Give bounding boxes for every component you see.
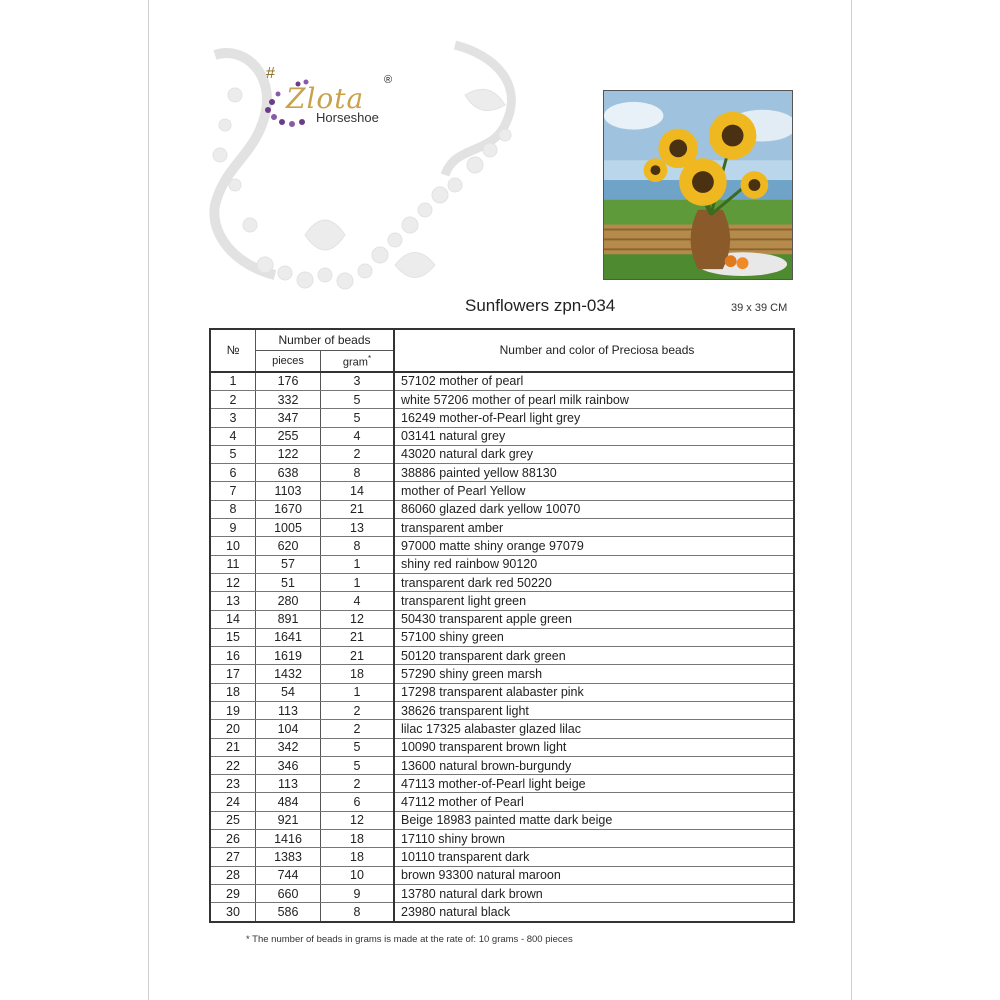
table-row bbox=[210, 683, 794, 701]
row-gram: 14 bbox=[321, 482, 395, 500]
row-color: 50430 transparent apple green bbox=[394, 610, 794, 628]
row-pieces: 54 bbox=[256, 683, 321, 701]
row-gram: 18 bbox=[321, 665, 395, 683]
beads-table bbox=[209, 328, 795, 923]
table-row bbox=[210, 500, 794, 518]
row-number: 22 bbox=[210, 756, 256, 774]
row-gram: 6 bbox=[321, 793, 395, 811]
row-pieces: 1383 bbox=[256, 848, 321, 866]
table-row bbox=[210, 555, 794, 573]
brand-name: Zlota bbox=[286, 82, 365, 115]
table-row bbox=[210, 537, 794, 555]
row-color: 38886 painted yellow 88130 bbox=[394, 464, 794, 482]
row-gram: 21 bbox=[321, 500, 395, 518]
row-number: 7 bbox=[210, 482, 256, 500]
row-color: 10110 transparent dark bbox=[394, 848, 794, 866]
table-row bbox=[210, 884, 794, 902]
row-gram: 5 bbox=[321, 409, 395, 427]
row-number: 9 bbox=[210, 519, 256, 537]
table-row bbox=[210, 738, 794, 756]
table-row bbox=[210, 756, 794, 774]
table-row bbox=[210, 647, 794, 665]
row-pieces: 122 bbox=[256, 445, 321, 463]
row-color: 17298 transparent alabaster pink bbox=[394, 683, 794, 701]
row-number: 5 bbox=[210, 445, 256, 463]
row-number: 18 bbox=[210, 683, 256, 701]
row-pieces: 1416 bbox=[256, 830, 321, 848]
row-number: 27 bbox=[210, 848, 256, 866]
row-gram: 8 bbox=[321, 903, 395, 922]
row-gram: 5 bbox=[321, 756, 395, 774]
table-row bbox=[210, 519, 794, 537]
row-color: 50120 transparent dark green bbox=[394, 647, 794, 665]
row-gram: 12 bbox=[321, 811, 395, 829]
row-pieces: 113 bbox=[256, 702, 321, 720]
row-number: 19 bbox=[210, 702, 256, 720]
row-gram: 8 bbox=[321, 464, 395, 482]
row-pieces: 342 bbox=[256, 738, 321, 756]
row-number: 15 bbox=[210, 628, 256, 646]
row-gram: 13 bbox=[321, 519, 395, 537]
row-pieces: 484 bbox=[256, 793, 321, 811]
row-pieces: 1103 bbox=[256, 482, 321, 500]
table-row bbox=[210, 665, 794, 683]
table-row bbox=[210, 445, 794, 463]
row-number: 13 bbox=[210, 592, 256, 610]
row-color: 57102 mother of pearl bbox=[394, 372, 794, 391]
row-number: 6 bbox=[210, 464, 256, 482]
row-number: 8 bbox=[210, 500, 256, 518]
table-row bbox=[210, 830, 794, 848]
row-pieces: 280 bbox=[256, 592, 321, 610]
row-gram: 21 bbox=[321, 628, 395, 646]
pattern-title: Sunflowers zpn-034 bbox=[465, 296, 616, 315]
row-gram: 18 bbox=[321, 848, 395, 866]
row-gram: 2 bbox=[321, 702, 395, 720]
header-gram-label: gram bbox=[342, 356, 368, 369]
table-row bbox=[210, 702, 794, 720]
row-number: 26 bbox=[210, 830, 256, 848]
row-number: 4 bbox=[210, 427, 256, 445]
row-number: 16 bbox=[210, 647, 256, 665]
row-number: 25 bbox=[210, 811, 256, 829]
row-number: 14 bbox=[210, 610, 256, 628]
row-pieces: 57 bbox=[256, 555, 321, 573]
row-pieces: 255 bbox=[256, 427, 321, 445]
header-number-of-beads: Number of beads bbox=[256, 329, 395, 351]
row-number: 11 bbox=[210, 555, 256, 573]
header-gram bbox=[321, 351, 395, 372]
row-color: 03141 natural grey bbox=[394, 427, 794, 445]
row-gram: 5 bbox=[321, 390, 395, 408]
row-pieces: 1005 bbox=[256, 519, 321, 537]
row-color: 23980 natural black bbox=[394, 903, 794, 922]
row-gram: 1 bbox=[321, 555, 395, 573]
row-color: 43020 natural dark grey bbox=[394, 445, 794, 463]
row-number: 1 bbox=[210, 372, 256, 391]
row-color: lilac 17325 alabaster glazed lilac bbox=[394, 720, 794, 738]
registered-mark: ® bbox=[384, 74, 393, 86]
table-row bbox=[210, 592, 794, 610]
table-row bbox=[210, 409, 794, 427]
row-color: 13780 natural dark brown bbox=[394, 884, 794, 902]
row-gram: 18 bbox=[321, 830, 395, 848]
pattern-size: 39 x 39 CM bbox=[731, 302, 788, 314]
row-pieces: 921 bbox=[256, 811, 321, 829]
row-gram: 5 bbox=[321, 738, 395, 756]
row-number: 23 bbox=[210, 775, 256, 793]
row-pieces: 660 bbox=[256, 884, 321, 902]
row-pieces: 104 bbox=[256, 720, 321, 738]
row-number: 3 bbox=[210, 409, 256, 427]
table-row bbox=[210, 848, 794, 866]
row-pieces: 891 bbox=[256, 610, 321, 628]
row-gram: 9 bbox=[321, 884, 395, 902]
row-pieces: 1641 bbox=[256, 628, 321, 646]
row-pieces: 638 bbox=[256, 464, 321, 482]
row-color: 57290 shiny green marsh bbox=[394, 665, 794, 683]
row-pieces: 113 bbox=[256, 775, 321, 793]
row-pieces: 176 bbox=[256, 372, 321, 391]
row-color: shiny red rainbow 90120 bbox=[394, 555, 794, 573]
table-row bbox=[210, 903, 794, 922]
table-row bbox=[210, 628, 794, 646]
row-pieces: 332 bbox=[256, 390, 321, 408]
row-number: 17 bbox=[210, 665, 256, 683]
header-number: № bbox=[210, 329, 256, 372]
row-color: 47113 mother-of-Pearl light beige bbox=[394, 775, 794, 793]
row-gram: 4 bbox=[321, 427, 395, 445]
row-pieces: 1432 bbox=[256, 665, 321, 683]
row-color: Beige 18983 painted matte dark beige bbox=[394, 811, 794, 829]
row-color: 86060 glazed dark yellow 10070 bbox=[394, 500, 794, 518]
row-color: 16249 mother-of-Pearl light grey bbox=[394, 409, 794, 427]
footnote: * The number of beads in grams is made at the rate of: 10 grams - 800 pieces bbox=[246, 934, 573, 945]
row-number: 12 bbox=[210, 573, 256, 591]
row-gram: 4 bbox=[321, 592, 395, 610]
row-number: 28 bbox=[210, 866, 256, 884]
row-color: 17110 shiny brown bbox=[394, 830, 794, 848]
row-number: 29 bbox=[210, 884, 256, 902]
row-color: white 57206 mother of pearl milk rainbow bbox=[394, 390, 794, 408]
row-color: mother of Pearl Yellow bbox=[394, 482, 794, 500]
table-row bbox=[210, 427, 794, 445]
table-row bbox=[210, 793, 794, 811]
row-pieces: 1619 bbox=[256, 647, 321, 665]
row-pieces: 1670 bbox=[256, 500, 321, 518]
row-color: transparent dark red 50220 bbox=[394, 573, 794, 591]
row-pieces: 586 bbox=[256, 903, 321, 922]
svg-text:#: # bbox=[266, 65, 275, 82]
row-gram: 8 bbox=[321, 537, 395, 555]
row-number: 24 bbox=[210, 793, 256, 811]
row-number: 21 bbox=[210, 738, 256, 756]
row-number: 30 bbox=[210, 903, 256, 922]
table-row bbox=[210, 372, 794, 391]
header-pieces: pieces bbox=[256, 351, 321, 372]
row-pieces: 51 bbox=[256, 573, 321, 591]
row-color: transparent light green bbox=[394, 592, 794, 610]
table-row bbox=[210, 573, 794, 591]
table-row bbox=[210, 610, 794, 628]
row-gram: 21 bbox=[321, 647, 395, 665]
row-color: transparent amber bbox=[394, 519, 794, 537]
header-color: Number and color of Preciosa beads bbox=[394, 329, 794, 372]
row-gram: 2 bbox=[321, 720, 395, 738]
header-gram-mark: * bbox=[367, 354, 372, 363]
table-row bbox=[210, 482, 794, 500]
sunflowers-preview-image bbox=[603, 90, 793, 280]
row-color: 57100 shiny green bbox=[394, 628, 794, 646]
table-row bbox=[210, 720, 794, 738]
row-pieces: 620 bbox=[256, 537, 321, 555]
row-color: 97000 matte shiny orange 97079 bbox=[394, 537, 794, 555]
row-gram: 2 bbox=[321, 445, 395, 463]
row-gram: 12 bbox=[321, 610, 395, 628]
row-pieces: 347 bbox=[256, 409, 321, 427]
row-gram: 1 bbox=[321, 573, 395, 591]
table-row bbox=[210, 866, 794, 884]
table-row bbox=[210, 811, 794, 829]
row-number: 20 bbox=[210, 720, 256, 738]
row-pieces: 346 bbox=[256, 756, 321, 774]
row-gram: 1 bbox=[321, 683, 395, 701]
row-color: 38626 transparent light bbox=[394, 702, 794, 720]
row-number: 2 bbox=[210, 390, 256, 408]
row-color: 10090 transparent brown light bbox=[394, 738, 794, 756]
row-pieces: 744 bbox=[256, 866, 321, 884]
table-row bbox=[210, 390, 794, 408]
table-row bbox=[210, 464, 794, 482]
row-gram: 3 bbox=[321, 372, 395, 391]
brand-subtitle: Horseshoe bbox=[316, 110, 379, 125]
row-color: brown 93300 natural maroon bbox=[394, 866, 794, 884]
row-gram: 10 bbox=[321, 866, 395, 884]
table-row bbox=[210, 775, 794, 793]
row-number: 10 bbox=[210, 537, 256, 555]
row-gram: 2 bbox=[321, 775, 395, 793]
row-color: 47112 mother of Pearl bbox=[394, 793, 794, 811]
row-color: 13600 natural brown-burgundy bbox=[394, 756, 794, 774]
